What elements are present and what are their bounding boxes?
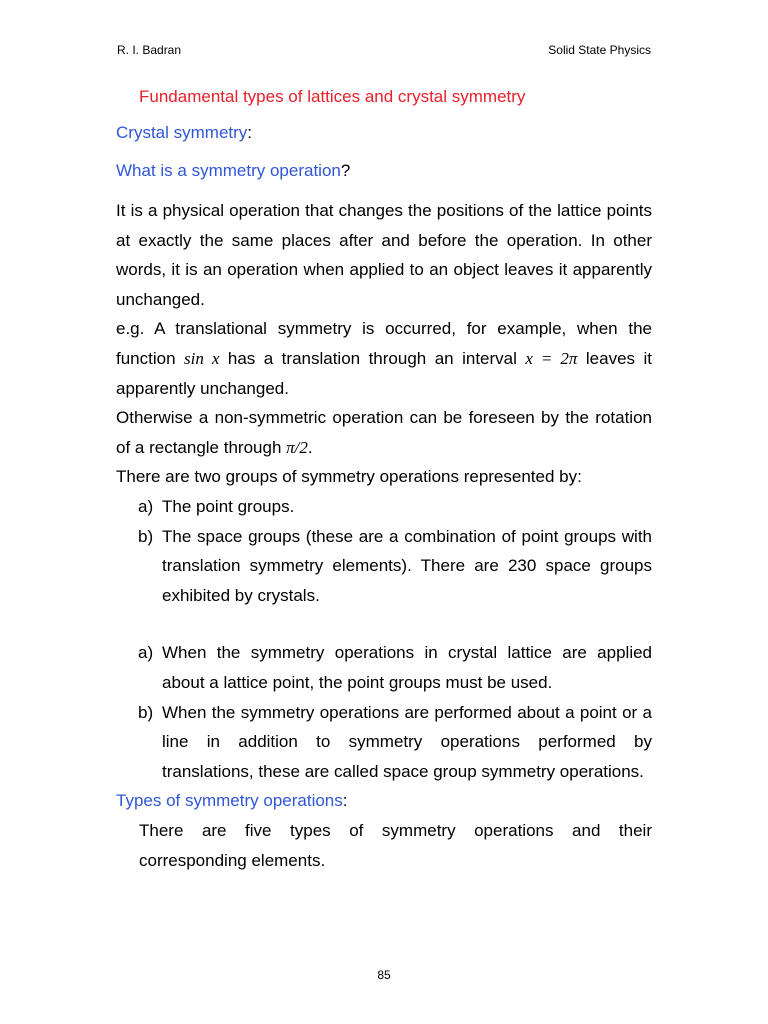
math-x-2pi: x = 2π	[525, 348, 578, 368]
list-item	[116, 698, 652, 787]
definition-paragraph: It is a physical operation that changes the positions of the lattice points at exactly the same places after and before the operation. In other words, it is an operation when applied to an object leaves it apparently unchanged.	[116, 201, 652, 309]
symmetry-question-mark: ?	[340, 161, 351, 180]
groups-list	[116, 492, 652, 610]
header-course: Solid State Physics	[548, 43, 651, 57]
example-text-3: leaves it apparently unchanged.	[116, 348, 652, 398]
crystal-symmetry-label: Crystal symmetry	[116, 123, 248, 142]
usage-list	[116, 638, 652, 786]
list-marker: a)	[138, 496, 154, 516]
types-heading-label: Types of symmetry operations	[116, 791, 343, 811]
list-item-text: The point groups.	[162, 496, 295, 516]
list-item	[116, 492, 652, 522]
list-marker: a)	[138, 643, 154, 663]
spacer	[116, 610, 652, 638]
page-content	[116, 80, 652, 875]
example-text-2: has a translation through an interval	[219, 348, 526, 368]
math-pi-over-2: π/2	[286, 437, 308, 457]
list-item-text: When the symmetry operations in crystal lattice are applied about a lattice point, the point groups must be used.	[162, 643, 652, 692]
list-item-text: When the symmetry operations are performed about a point or a line in addition to symmetry operations performed by translations, these are called space group symmetry operations.	[162, 702, 652, 781]
list-marker: b)	[138, 702, 154, 722]
crystal-symmetry-colon: :	[247, 123, 253, 142]
types-heading	[116, 786, 652, 816]
list-marker: b)	[138, 526, 154, 546]
list-item	[116, 638, 652, 697]
header-author: R. I. Badran	[117, 43, 182, 57]
page-title: Fundamental types of lattices and crystal symmetry	[139, 87, 526, 106]
non-symmetric-text-2: .	[307, 437, 313, 457]
non-symmetric-text-1: Otherwise a non-symmetric operation can be foreseen by the rotation of a rectangle through	[116, 408, 652, 457]
example-text-1: e.g. A translational symmetry is occurred, for example, when the function	[116, 319, 652, 368]
non-symmetric-paragraph	[116, 403, 652, 462]
symmetry-question-heading	[116, 152, 652, 190]
math-sin-x: sin x	[184, 348, 220, 368]
types-heading-colon: :	[342, 791, 348, 811]
list-item-text: The space groups (these are a combination of point groups with translation symmetry elements). There are 230 space groups exhibited by crystals.	[162, 526, 652, 605]
symmetry-question-label: What is a symmetry operation	[116, 161, 341, 180]
types-paragraph: There are five types of symmetry operations and their corresponding elements.	[139, 821, 652, 870]
list-item	[116, 522, 652, 611]
crystal-symmetry-heading	[116, 114, 652, 152]
page-number: 85	[377, 968, 391, 982]
groups-intro-paragraph: There are two groups of symmetry operations represented by:	[116, 467, 582, 487]
translation-example-paragraph	[116, 314, 652, 403]
